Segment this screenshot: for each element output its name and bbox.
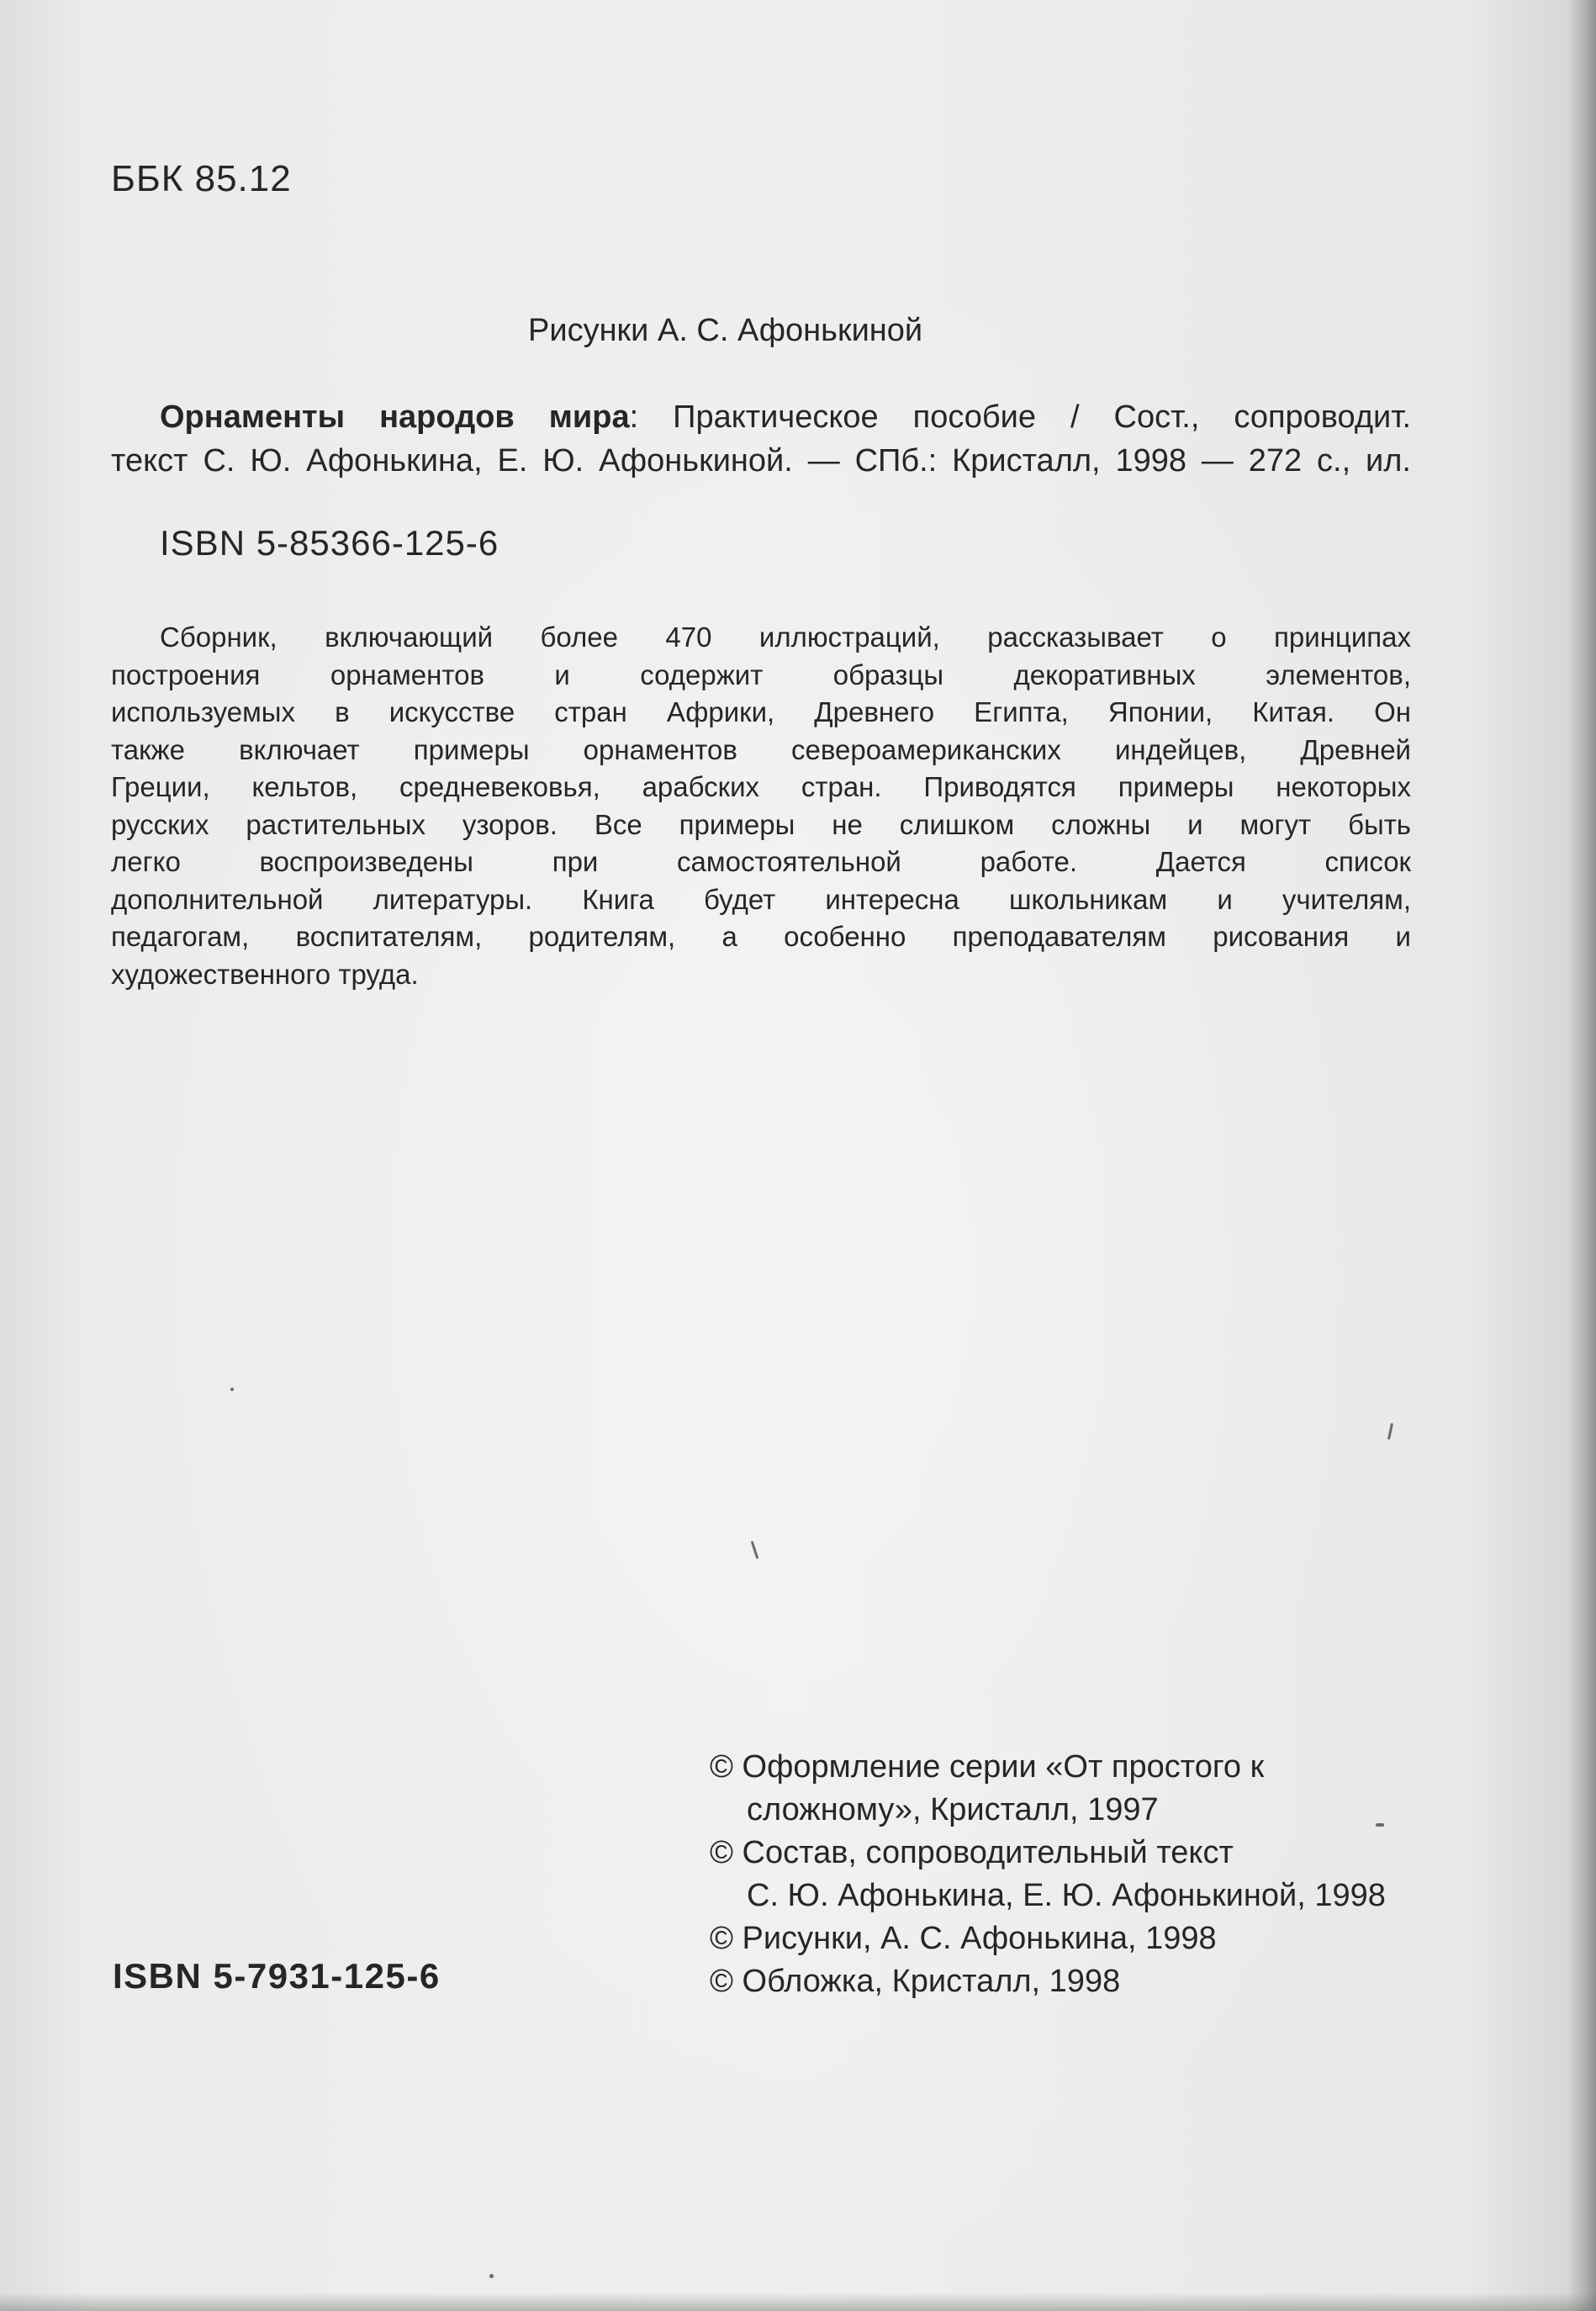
abstract-line: педагогам, воспитателям, родителям, а особенно преподавателям рисования и: [111, 921, 1411, 952]
copyright-series-line-2: сложному», Кристалл, 1997: [747, 1792, 1159, 1827]
scan-speck: [230, 1388, 234, 1391]
copyright-drawings: © Рисунки, А. С. Афонькина, 1998: [710, 1921, 1217, 1956]
isbn-book: ISBN 5-7931-125-6: [113, 1956, 441, 1996]
abstract-line: построения орнаментов и содержит образцы декоративных элементов,: [111, 658, 1411, 690]
copyright-text-line-1: © Состав, сопроводительный текст: [710, 1835, 1234, 1870]
book-title: Орнаменты народов мира: [160, 399, 630, 435]
abstract-line: дополнительной литературы. Книга будет интересна школьникам и учителям,: [111, 883, 1411, 915]
scan-speck: [1387, 1423, 1393, 1440]
abstract-line: также включает примеры орнаментов североамериканских индейцев, Древней: [111, 733, 1411, 765]
isbn-series: ISBN 5-85366-125-6: [160, 523, 499, 563]
abstract-line: художественного труда.: [111, 958, 419, 990]
bibliographic-line-1: [111, 395, 1411, 439]
illustrator-credit: Рисунки А. С. Афонькиной: [528, 313, 923, 348]
scan-speck: [751, 1541, 759, 1559]
abstract-line: русских растительных узоров. Все примеры не слишком сложны и могут быть: [111, 808, 1411, 840]
page-bottom-shadow: [0, 2292, 1596, 2311]
bibliographic-record: [111, 395, 1411, 483]
abstract: [111, 619, 1411, 993]
abstract-line: используемых в искусстве стран Африки, Древнего Египта, Японии, Китая. Он: [111, 696, 1411, 727]
abstract-line: Греции, кельтов, средневековья, арабских стран. Приводятся примеры некоторых: [111, 771, 1411, 802]
bbk-code: ББК 85.12: [111, 158, 292, 199]
scan-speck: [489, 2274, 494, 2278]
abstract-line: легко воспроизведены при самостоятельной работе. Дается список: [111, 846, 1411, 877]
copyright-block: [710, 1746, 1386, 2003]
bibliographic-line-1-rest: : Практическое пособие / Сост., сопроводит.: [629, 399, 1412, 435]
copyright-series-line-1: © Оформление серии «От простого к: [710, 1749, 1265, 1785]
scan-speck: [1376, 1823, 1384, 1827]
abstract-line: Сборник, включающий более 470 иллюстраций, рассказывает о принципах: [160, 621, 1411, 653]
bibliographic-line-2: текст С. Ю. Афонькина, Е. Ю. Афонькиной. — СПб.: Кристалл, 1998 — 272 с., ил.: [111, 443, 1411, 479]
copyright-text-line-2: С. Ю. Афонькина, Е. Ю. Афонькиной, 1998: [747, 1878, 1386, 1913]
copyright-cover: © Обложка, Кристалл, 1998: [710, 1964, 1121, 1999]
page-edge-shadow: [1567, 0, 1596, 2311]
